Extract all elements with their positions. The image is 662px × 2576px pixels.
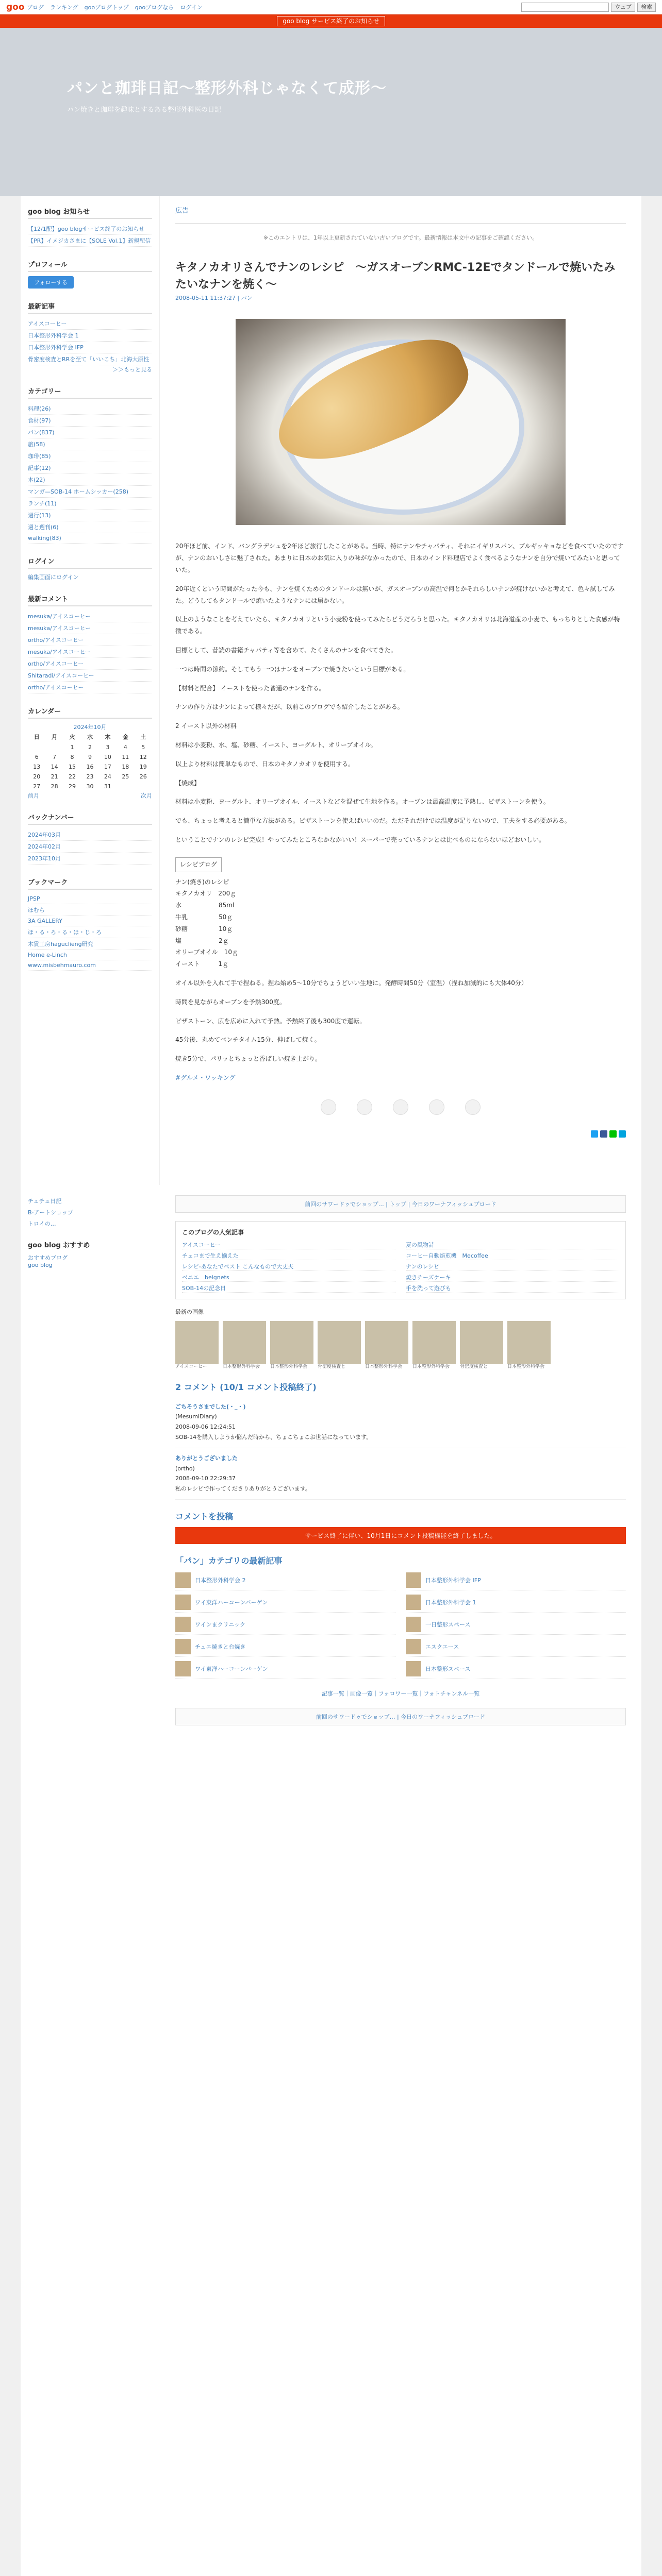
thumb-icon [406, 1617, 421, 1632]
comment-date: 2008-09-06 12:24:51 [175, 1423, 236, 1431]
comment-author[interactable]: (MesumiDiary) [175, 1413, 217, 1420]
bookmark-item[interactable]: ほ・る・ろ・る・ほ・じ・ろ [28, 926, 152, 938]
thumb-icon [406, 1639, 421, 1654]
category-latest-item[interactable]: 日本整形外科学会 IFP [406, 1570, 626, 1590]
thumb-caption: 日本整形外科学会 [365, 1364, 403, 1369]
recipe-title: ナン(焼き)のレシピ [175, 878, 229, 886]
thumb-icon [406, 1572, 421, 1588]
backnumber-item[interactable]: 2024年02月 [28, 841, 152, 853]
comment-date: 2008-09-10 22:29:37 [175, 1475, 236, 1482]
login-link[interactable]: 編集画面にログイン [28, 574, 79, 581]
article-paragraph: 【焼成】 [175, 779, 201, 787]
category-latest-item[interactable]: ワインまクリニック [175, 1615, 395, 1635]
comment-title: ごちそうさまでした(・_・) [175, 1403, 246, 1410]
prev-next-nav: 前回のサワードゥでショップ… | トップ | 今日のワーナフィッシュプロード [175, 1195, 626, 1213]
category-latest-title: 「パン」カテゴリの最新記事 [175, 1556, 283, 1566]
category-item[interactable]: 記事(12) [28, 462, 152, 474]
top-link[interactable]: トップ [389, 1201, 407, 1208]
section-title: 最新記事 [28, 301, 152, 314]
prev-article-link[interactable]: 前回のサワードゥでショップ… [305, 1201, 384, 1208]
reaction-surprised-button[interactable] [429, 1099, 444, 1115]
hatena-share-icon[interactable] [619, 1130, 626, 1138]
calendar-day [45, 742, 63, 752]
calendar-day [135, 782, 152, 791]
comment-item[interactable]: Shitaradi/アイスコーヒー [28, 670, 152, 682]
profile-section [28, 259, 152, 289]
article-paragraph: 20年ほど前、インド、バングラデシュを2年ほど旅行したことがある。当時、特にナンやチャパティ、それにイギリスパン、ブルギッキョなどを食べていたのですが、ナンのおいしさに魅了された。あまりに日本のお気に入りの味がなかったので、日本のインド料理店でよく食べるようなナンを自分で焼いてみたいと思っていた。 [175, 543, 624, 574]
comment-item[interactable]: ortho/アイスコーヒー [28, 682, 152, 693]
calendar-day: 30 [86, 783, 94, 790]
calendar-day: 31 [104, 783, 111, 790]
nav-link-blog[interactable]: ブログ [27, 4, 44, 11]
goo-logo[interactable]: goo [6, 2, 25, 12]
reaction-like-button[interactable] [321, 1099, 336, 1115]
next-article-link[interactable]: 今日のワーナフィッシュプロード [401, 1714, 486, 1721]
side-link[interactable]: goo blog [28, 1262, 53, 1268]
recent-section [28, 301, 152, 374]
thumb-icon [406, 1595, 421, 1610]
category-item[interactable]: パン(837) [28, 427, 152, 438]
article-paragraph: 材料は小麦粉、水、塩、砂糖、イースト、ヨーグルト、オリーブオイル。 [175, 741, 377, 749]
calendar-weekday: 土 [140, 734, 146, 740]
comment-entry [175, 1448, 626, 1500]
comment-item[interactable]: mesuka/アイスコーヒー [28, 646, 152, 658]
method-step: オイル以外を入れて手で捏ねる。捏ね始め5〜10分でちょうどいい生地に。発酵時間50分（室温）（捏ね加減的にも大体40分） [175, 979, 527, 987]
category-latest-item[interactable]: 日本整形スペース [406, 1659, 626, 1679]
article-paragraph: 以上より材料は簡単なもので、日本のキタノカオリを使用する。 [175, 760, 355, 768]
recipe-item: 水 85ml [175, 902, 235, 909]
reaction-agree-button[interactable] [465, 1099, 481, 1115]
thumb[interactable] [318, 1321, 361, 1370]
calendar-day: 22 [69, 773, 76, 780]
category-item[interactable]: 週行(13) [28, 510, 152, 521]
recipe-item: オリーブオイル 10ｇ [175, 948, 238, 956]
comment-closed-notice[interactable]: サービス終了に伴い、10月1日にコメント投稿機能を終了しました。 [175, 1527, 626, 1544]
article-footer [160, 1185, 641, 2576]
comment-item[interactable]: mesuka/アイスコーヒー [28, 611, 152, 622]
recent-item[interactable]: 骨密度検査とRRを至て「いいこち」北海大原性 [28, 353, 152, 365]
nav-link-top[interactable]: gooブログトップ [84, 4, 129, 11]
search-button[interactable]: 検索 [637, 3, 656, 12]
comment-body: 私のレシピで作ってくださりありがとうございます。 [175, 1485, 311, 1493]
thumb-icon [175, 1661, 191, 1676]
thumbs-row [175, 1321, 626, 1370]
recipe-blog-badge[interactable]: レシピブログ [175, 857, 222, 872]
notice-item[interactable]: 【PR】イメジカさまに【SOLE Vol.1】新規配信 [28, 235, 152, 247]
calendar-day: 3 [106, 744, 110, 751]
thumb[interactable] [507, 1321, 551, 1370]
recipe-item: キタノカオリ 200ｇ [175, 890, 237, 897]
thumbs-title: 最新の画像 [175, 1309, 204, 1315]
category-item[interactable]: 週と週刊(6) [28, 521, 152, 533]
comments-title: 2 コメント (10/1 コメント投稿終了) [175, 1382, 317, 1392]
prev-next-nav-bottom: 前回のサワードゥでショップ… | 今日のワーナフィッシュプロード [175, 1708, 626, 1725]
calendar-day: 14 [51, 764, 58, 770]
category-latest-item[interactable]: エスクエース [406, 1637, 626, 1657]
calendar-day: 4 [123, 744, 127, 751]
calendar-day: 24 [104, 773, 111, 780]
calendar-day: 20 [33, 773, 41, 780]
thumb[interactable] [365, 1321, 408, 1370]
category-item[interactable]: 本(22) [28, 474, 152, 486]
calendar-day: 21 [51, 773, 58, 780]
recipe-item: 砂糖 10ｇ [175, 925, 233, 933]
comment-body: SOB-14を購入しようか悩んだ時から、ちょこちょこお世話になっています。 [175, 1434, 372, 1441]
thumb[interactable] [175, 1321, 219, 1370]
category-item[interactable]: 旅(58) [28, 438, 152, 450]
recipe-item: 塩 2ｇ [175, 937, 229, 944]
category-latest-list [175, 1570, 626, 1679]
site-subtitle: パン焼きと珈琲を趣味とするある整形外科医の日記 [67, 106, 222, 114]
thumb-icon [175, 1617, 191, 1632]
article-paragraph: 【材料と配合】 イーストを使った普通のナンを作る。 [175, 684, 325, 692]
bookmark-item[interactable]: ほむら [28, 904, 152, 916]
calendar-day: 26 [139, 773, 147, 780]
login-section [28, 556, 152, 581]
thumb-caption: アイスコーヒー [175, 1364, 207, 1369]
calendar-day: 19 [139, 764, 147, 770]
method-step: 45分後、丸めてベンチタイム15分、伸ばして焼く。 [175, 1036, 321, 1044]
footer-nav[interactable]: 記事一覧｜画像一覧｜フォロワー一覧｜フォトチャンネル一覧 [321, 1690, 480, 1698]
calendar-weekday: 木 [105, 734, 111, 740]
bookmark-item[interactable]: 3A GALLERY [28, 916, 152, 926]
popular-item[interactable]: ベニエ beignets [182, 1273, 395, 1282]
popular-item[interactable]: アイスコーヒー [182, 1241, 395, 1249]
popular-item[interactable]: 手を洗って遊びも [406, 1284, 619, 1293]
side-link[interactable]: チュチュ日記 [28, 1198, 62, 1205]
article-paragraph: 目標として、昔読の書籍チャパティ等を含めて、たくさんのナンを食べてきた。 [175, 647, 397, 654]
calendar-day: 8 [70, 754, 74, 760]
method-step: ピザストーン、広を広めに入れて予熱。予熱終了後も300度で運転。 [175, 1017, 366, 1025]
category-latest-item[interactable]: ワイ東洋ハーコーンバーゲン [175, 1592, 395, 1613]
blog-header [0, 28, 662, 196]
bookmark-section [28, 877, 152, 971]
backnumber-section [28, 812, 152, 865]
reaction-buttons [175, 1099, 626, 1115]
notice-section [28, 206, 152, 247]
thumb-caption: 骨密度検査と [460, 1364, 488, 1369]
popular-item[interactable]: コーヒー自動焙煎機 Mecoffee [406, 1251, 619, 1260]
recent-item[interactable]: 日本整形外科学会 1 [28, 330, 152, 342]
article-paragraph: ナンの作り方はナンによって様々だが、以前このブログでも紹介したことがある。 [175, 703, 404, 711]
thumb-caption: 骨密度検査と [318, 1364, 346, 1369]
calendar-day: 23 [86, 773, 94, 780]
twitter-share-icon[interactable] [591, 1130, 598, 1138]
thumb-caption: 日本整形外科学会 [270, 1364, 308, 1369]
category-section [28, 386, 152, 544]
calendar-day: 28 [51, 783, 58, 790]
calendar-weekday: 水 [87, 734, 93, 740]
recipe-item: イースト 1ｇ [175, 960, 229, 968]
article-meta: 2008-05-11 11:37:27 | パン [175, 294, 253, 301]
share-buttons [175, 1130, 626, 1138]
calendar-day: 7 [53, 754, 57, 760]
popular-item[interactable]: 夏の風物詩 [406, 1241, 619, 1249]
comment-entry [175, 1397, 626, 1448]
article-paragraph: 2 イースト以外の材料 [175, 722, 237, 730]
popular-item[interactable]: ナンのレシピ [406, 1262, 619, 1271]
comment-item[interactable]: ortho/アイスコーヒー [28, 658, 152, 670]
service-notice-bar [0, 14, 662, 28]
thumb[interactable] [223, 1321, 266, 1370]
category-item[interactable]: ランチ(11) [28, 498, 152, 510]
calendar-weekday: 月 [52, 734, 58, 740]
recent-item[interactable]: アイスコーヒー [28, 318, 152, 330]
thumb-caption: 日本整形外科学会 [223, 1364, 260, 1369]
calendar-day: 1 [70, 744, 74, 751]
calendar-day: 13 [33, 764, 41, 770]
side-link[interactable]: B-アートショップ [28, 1209, 73, 1216]
calendar-weekday: 火 [69, 734, 75, 740]
popular-title: このブログの人気記事 [182, 1229, 244, 1236]
recent-more-link[interactable]: ＞＞もっと見る [112, 366, 152, 373]
popular-box [175, 1221, 626, 1299]
category-item[interactable]: 食材(97) [28, 415, 152, 427]
calendar-day: 2 [88, 744, 92, 751]
thumb-caption: 日本整形外科学会 [412, 1364, 450, 1369]
calendar-table [28, 731, 152, 791]
search-input[interactable] [521, 3, 609, 12]
calendar-weekday: 金 [122, 734, 128, 740]
thumb-caption: 日本整形外科学会 [507, 1364, 545, 1369]
content-wrap [21, 196, 641, 1185]
calendar-month: 2024年10月 [73, 724, 107, 731]
bookmark-item[interactable]: JPSP [28, 894, 152, 904]
nav-link-login[interactable]: ログイン [180, 4, 203, 11]
method-step: 時間を見ながらオーブンを予熱300度。 [175, 998, 286, 1006]
category-item[interactable]: walking(83) [28, 533, 152, 544]
recent-item[interactable]: 日本整形外科学会 IFP [28, 342, 152, 353]
comment-item[interactable]: mesuka/アイスコーヒー [28, 622, 152, 634]
backnumber-item[interactable]: 2024年03月 [28, 829, 152, 841]
side-link[interactable]: おすすめブログ [28, 1255, 68, 1261]
top-nav [27, 3, 203, 11]
search-area [521, 3, 656, 12]
section-title: goo blog おすすめ [28, 1242, 90, 1249]
facebook-share-icon[interactable] [600, 1130, 607, 1138]
service-notice-link[interactable]: goo blog サービス終了のお知らせ [277, 16, 385, 26]
calendar-day [28, 742, 45, 752]
article-tags[interactable]: #グルメ・ワッキング [175, 1074, 236, 1081]
thumb-icon [175, 1572, 191, 1588]
side-link[interactable]: トロイの… [28, 1221, 56, 1227]
thumb[interactable] [412, 1321, 456, 1370]
section-title: カレンダー [28, 706, 152, 719]
category-item[interactable]: マンガ—SOB-14 ホームシッカー(258) [28, 486, 152, 498]
calendar-day: 27 [33, 783, 41, 790]
calendar-day: 25 [122, 773, 129, 780]
section-title: goo blog お知らせ [28, 206, 152, 219]
article-paragraph: 20年近くという時間がたった今も、ナンを焼くためのタンドールは無いが、ガスオーブンの高温で何とかそれらしいナンが焼けないかと考えて、色々試してみた。どうしてもタンドールで焼いたようなナンには届かない。 [175, 585, 615, 604]
popular-item[interactable]: レシピ-あなたでベスト こんなもので大丈夫 [182, 1262, 395, 1271]
calendar-day: 18 [122, 764, 129, 770]
calendar-day: 29 [69, 783, 76, 790]
bookmark-item[interactable]: 木賃工房haguclieng研究 [28, 938, 152, 950]
category-item[interactable]: 料理(26) [28, 403, 152, 415]
calendar-day: 15 [69, 764, 76, 770]
category-latest-item[interactable]: ワイ東洋ハーコーンバーゲン [175, 1659, 395, 1679]
site-title[interactable]: パンと珈琲日記〜整形外科じゃなくて成形〜 [67, 79, 387, 97]
next-article-link[interactable]: 今日のワーナフィッシュプロード [411, 1201, 496, 1208]
thumb-icon [406, 1661, 421, 1676]
category-item[interactable]: 珈琲(85) [28, 450, 152, 462]
thumb-icon [175, 1595, 191, 1610]
calendar-next-link[interactable]: 次月 [141, 792, 152, 799]
section-title: カテゴリー [28, 386, 152, 399]
section-title: バックナンバー [28, 812, 152, 825]
reaction-helpful-button[interactable] [393, 1099, 408, 1115]
section-title: 最新コメント [28, 594, 152, 606]
article-paragraph: 以上のようなことを考えていたら、キタノカオリという小麦粉を使ってみたらどうだろうと思った。キタノカオリは北海道産の小麦で、もっちりとした食感が特徴である。 [175, 616, 620, 635]
calendar-day: 10 [104, 754, 111, 760]
calendar-day: 12 [139, 754, 147, 760]
calendar-prev-link[interactable]: 前月 [28, 792, 39, 799]
calendar-day: 6 [35, 754, 39, 760]
backnumber-item[interactable]: 2023年10月 [28, 853, 152, 865]
sidebar [21, 196, 160, 1185]
comment-post-title: コメントを投稿 [175, 1512, 234, 1522]
article-paragraph: 一つは時間の節約。そしてもう一つはナンをオーブンで焼きたいという目標がある。 [175, 665, 410, 673]
old-entry-note: ※このエントリは、1年以上更新されていない古いブログです。最新情報は本文中の記事をご確認ください。 [263, 234, 538, 241]
article-main [160, 196, 641, 1185]
article-paragraph: ということでナンのレシピ完成！やってみたところなかなかいい！スーパーで売っているナンとは比べものにならないほどおいしい。 [175, 836, 545, 844]
method-step: 焼き5分で、パリッとちょっと香ばしい焼き上がり。 [175, 1055, 321, 1063]
calendar-day: 11 [122, 754, 129, 760]
article-title[interactable]: キタノカオリさんでナンのレシピ 〜ガスオーブンRMC-12Eでタンドールで焼いたみたいなナンを焼く〜 [175, 261, 616, 291]
calendar-day: 17 [104, 764, 111, 770]
comment-title: ありがとうございました [175, 1454, 238, 1462]
recipe-item: 牛乳 50ｇ [175, 913, 233, 921]
follow-button[interactable]: フォローする [28, 276, 74, 289]
line-share-icon[interactable] [609, 1130, 617, 1138]
article-paragraph: 材料は小麦粉、ヨーグルト、オリーブオイル、イーストなどを混ぜて生地を作る。オーブンは最高温度に予熱し、ピザストーンを使う。 [175, 798, 550, 806]
category-latest-item[interactable]: 日本整形外科学会 2 [175, 1570, 395, 1590]
calendar-weekday: 日 [34, 734, 40, 740]
nav-link-ranking[interactable]: ランキング [50, 4, 78, 11]
popular-item[interactable]: 焼きチーズケーキ [406, 1273, 619, 1282]
sidebar-lower [21, 1185, 160, 2576]
ad-label: 広告 [175, 205, 626, 224]
prev-article-link[interactable]: 前回のサワードゥでショップ… [316, 1714, 395, 1721]
thumb[interactable] [460, 1321, 503, 1370]
bookmark-item[interactable]: www.misbehmauro.com [28, 960, 152, 971]
popular-item[interactable]: チェコまで生え揃えた [182, 1251, 395, 1260]
thumb[interactable] [270, 1321, 313, 1370]
category-latest-item[interactable]: チュエ焼きと台焼き [175, 1637, 395, 1657]
category-latest-item[interactable]: 日本整形外科学会 1 [406, 1592, 626, 1613]
calendar-day: 9 [88, 754, 92, 760]
lower-wrap [21, 1185, 641, 2576]
notice-item[interactable]: 【12/1配】goo blogサービス終了のお知らせ [28, 223, 152, 235]
calendar-section [28, 706, 152, 800]
category-latest-item[interactable]: 一日整形スペース [406, 1615, 626, 1635]
search-scope-select[interactable]: ウェブ [611, 3, 635, 12]
section-title: ログイン [28, 556, 152, 569]
calendar-day: 5 [141, 744, 145, 751]
popular-item[interactable]: SOB-14の記念日 [182, 1284, 395, 1293]
reaction-funny-button[interactable] [357, 1099, 372, 1115]
comment-section [28, 594, 152, 693]
section-title: ブックマーク [28, 877, 152, 890]
topbar [0, 0, 662, 14]
bookmark-item[interactable]: Home e-Linch [28, 950, 152, 960]
section-title: プロフィール [28, 259, 152, 272]
nav-link-about[interactable]: gooブログなら [135, 4, 174, 11]
article-paragraph: でも、ちょっと考えると簡単な方法がある。ピザストーンを使えばいいのだ。ただそれだけでは温度が足りないので、工夫をする必要がある。 [175, 817, 571, 825]
naan-photo [236, 319, 566, 525]
calendar-day: 16 [86, 764, 94, 770]
comment-author[interactable]: (ortho) [175, 1465, 195, 1472]
calendar-day [117, 782, 134, 791]
comment-item[interactable]: ortho/アイスコーヒー [28, 634, 152, 646]
thumb-icon [175, 1639, 191, 1654]
